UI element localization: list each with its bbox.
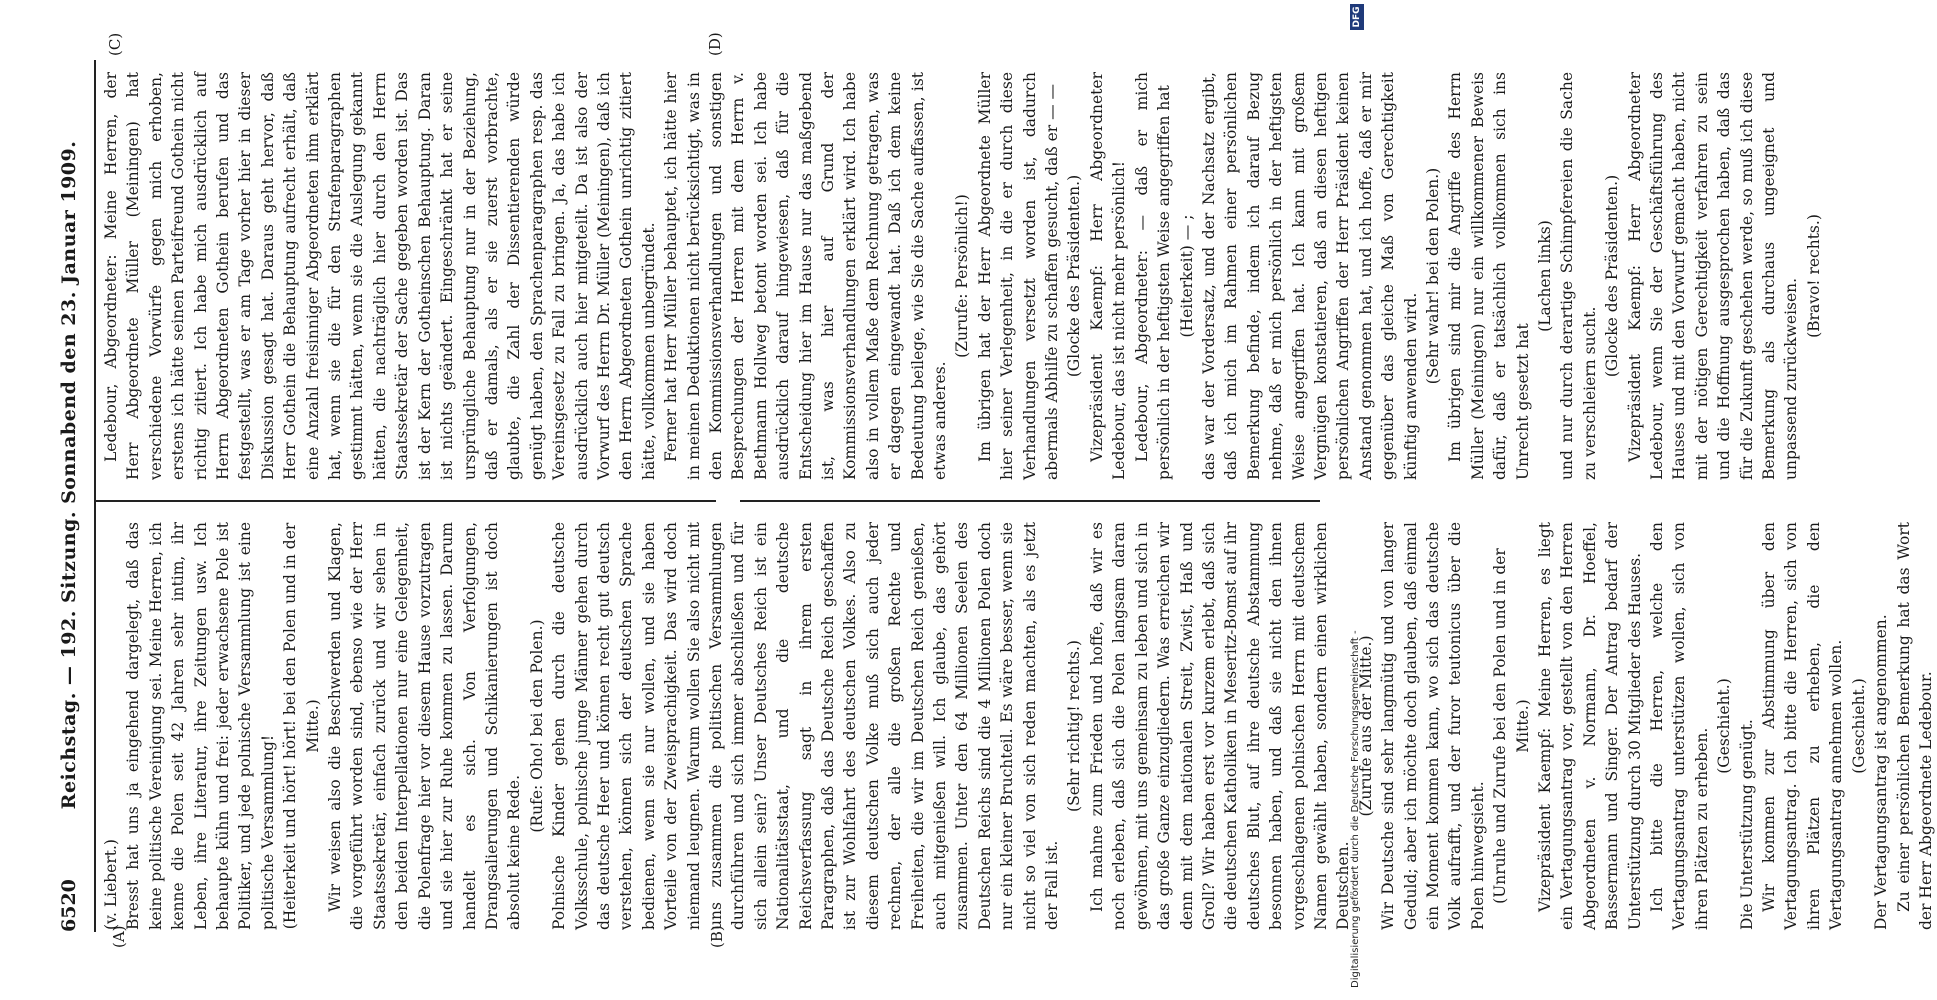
interjection: (Glocke des Präsidenten.) xyxy=(1603,174,1622,378)
paragraph: Vizepräsident Kaempf: Meine Herren, es liegt ein Vertagungsantrag vor, gestellt von den Herren Abgeordneten v. Normann, Dr. Hoeffel, Bassermann und Singer. Der Antrag bedarf der Unterstützung durch 30 Mitglieder des Hauses. xyxy=(1536,522,1644,930)
paragraph: Ich mahne zum Frieden und hoffe, daß wir es noch erleben, daß sich die Polen langsam daran gewöhnen, mit uns gemeinsam zu leben und sich in das große Ganze einzugliedern. Was erreichen wir denn mit dem nationalen Streit, Zwist, Haß und Groll? Wir haben erst vor kurzem erlebt, daß sich die deutschen Katholiken in Meseritz-Bomst auf ihr deutsches Blut, auf ihre deutsche Abstammung besonnen haben, und daß sie nicht den ihnen vorgeschlagenen polnischen Herrn mit deutschem Namen gewählt haben, sondern einen wirklichen Deutschen. xyxy=(1087,522,1353,930)
margin-mark-a: (A) xyxy=(110,925,128,948)
interjection: (Zurufe: Persönlich!) xyxy=(953,194,972,358)
interjection: (Heiterkeit und hört! hört! bei den Polen und in der Mitte.) xyxy=(281,522,322,930)
interjection: (Bravo! rechts.) xyxy=(1804,214,1823,338)
paragraph: Wir kommen zur Abstimmung über den Vertagungsantrag. Ich bitte die Herren, sich von ihren Plätzen zu erheben, die den Vertagungsantrag annehmen wollen. xyxy=(1760,522,1846,930)
paragraph: Die Unterstützung genügt. xyxy=(1737,719,1756,930)
interjection: (Geschieht.) xyxy=(1849,678,1868,774)
column-divider-lower xyxy=(740,501,1320,503)
column-divider xyxy=(96,501,716,503)
right-text-column xyxy=(100,72,1823,480)
page-header-title: Reichstag. — 192. Sitzung. Sonnabend den 23. Januar 1909. xyxy=(58,140,80,810)
paragraph: Der Vertagungsantrag ist angenommen. xyxy=(1872,614,1891,930)
margin-mark-d: (D) xyxy=(706,32,724,56)
interjection: (Geschieht.) xyxy=(1715,678,1734,774)
page-number: 6520 xyxy=(58,879,80,932)
paragraph: Wir Deutsche sind sehr langmütig und von langer Geduld; aber ich möchte doch glauben, daß einmal ein Moment kommen kann, wo sich das deutsche Volk aufrafft, und der furor teutonicus über die Polen hinwegsieht. xyxy=(1379,522,1487,930)
paragraph: Im übrigen hat der Herr Abgeordnete Müller hier seiner Verlegenheit, in die er durch diese Verhandlungen versetzt worden ist, dadurch abermals Abhilfe zu schaffen gesucht, daß er — — xyxy=(975,72,1062,480)
interjection: (Lachen links) xyxy=(1536,220,1554,332)
interjection: (Rufe: Oho! bei den Polen.) xyxy=(527,619,546,833)
interjection: (Heiterkeit) — ; xyxy=(1177,214,1196,338)
paragraph: Vizepräsident Kaempf: Herr Abgeordneter Ledebour, wenn Sie der Geschäftsführung des Hauses und mit den Vorwurf gemacht haben, nicht mit der nötigen Gerechtigkeit verfahren zu sein und die Hoffnung ausgesprochen haben, daß das für die Zukunft geschehen werde, so muß ich diese Bemerkung als durchaus ungeeignet und unpassend zurückweisen. xyxy=(1625,72,1801,480)
dfg-logo: DFG xyxy=(1350,4,1364,30)
interjection: (Glocke des Präsidenten.) xyxy=(1065,174,1084,378)
paragraph: Ferner hat Herr Müller behauptet, ich hätte hier in meinen Deduktionen nicht berücksichtigt, was in den Kommissionsverhandlungen und sonstigen Besprechungen der Herren mit dem Herrn v. Bethmann Hollweg betont worden sei. Ich habe ausdrücklich darauf hingewiesen, daß für die Entscheidung hier im Hause nur das maßgebend ist, was hier auf Grund der Kommissionsverhandlungen erklärt wird. Ich habe also in vollem Maße dem Rechnung getragen, was er dagegen eingewandt hat. Daß ich dem keine Bedeutung beilege, wie Sie die Sache auffassen, ist etwas anderes. xyxy=(662,72,950,480)
paragraph: (v. Liebert.) xyxy=(102,839,120,930)
digitization-credit: Digitalisierung gefördert durch die Deutsche Forschungsgemeinschaft - xyxy=(1350,630,1361,988)
header-rule xyxy=(94,60,96,932)
paragraph: Bresst hat uns ja eingehend dargelegt, daß das keine politische Vereinigung sei. Meine Herren, ich kenne die Polen seit 42 Jahren sehr intim, ihr Leben, ihre Literatur, ihre Zeitungen usw. Ich behaupte kühn und frei: jeder erwachsene Pole ist Politiker, und jede polnische Versammlung ist eine politische Versammlung! xyxy=(124,522,277,930)
paragraph: Polnische Kinder gehen durch die deutsche Volksschule, polnische junge Männer gehen durch das deutsche Heer und können recht gut deutsch verstehen, können sich der deutschen Sprache bedienen, wenn sie nur wollen, und sie haben Vorteile von der Zweisprachigkeit. Das wird doch niemand leugnen. Warum wollen Sie also nicht mit uns zusammen die politischen Versammlungen durchführen und sich immer abschließen und für sich allein sein? Unser Deutsches Reich ist ein Nationalitätsstaat, und die deutsche Reichsverfassung sagt in ihrem ersten Paragraphen, daß das Deutsche Reich geschaffen ist zur Wohlfahrt des deutschen Volkes. Also zu diesem deutschen Volke muß sich auch jeder rechnen, der alle die großen Rechte und Freiheiten, die wir im Deutschen Reich genießen, auch mitgenießen will. Ich glaube, das gehört zusammen. Unter den 64 Millionen Seelen des Deutschen Reichs sind die 4 Millionen Polen doch nur ein kleiner Bruchteil. Es wäre besser, wenn sie nicht so viel von sich reden machten, als es jetzt der Fall ist. xyxy=(550,522,1062,930)
interjection: (Zurufe aus der Mitte.) xyxy=(1356,635,1375,817)
paragraph: Ledebour, Abgeordneter: Meine Herren, der Herr Abgeordnete Müller (Meiningen) hat verschiedene Vorwürfe gegen mich erhoben, erstens ich hätte seinen Parteifreund Gothein nicht richtig zitiert. Ich habe mich ausdrücklich auf Herrn Abgeordneten Gothein berufen und das festgestellt, was er am Tage vorher hier in dieser Diskussion gesagt hat. Daraus geht hervor, daß Herr Gothein die Behauptung aufrecht erhält, daß eine Anzahl freisinniger Abgeordneten ihm erklärt hat, wenn sie die für den Strafenparagraphen gestimmt hätten, wenn sie die Auslegung gekannt hätten, die nachträglich hier durch den Herrn Staatssekretär der Sache gegeben worden ist. Das ist der Kern der Gotheinschen Behauptung. Daran ist nichts geändert. Eingeschränkt hat er seine ursprüngliche Behauptung nur in der Beziehung, daß er damals, als er sie zuerst vorbrachte, glaubte, die Zahl der Dissentierenden würde genügt haben, den Sprachenparagraphen resp. das Vereinsgesetz zu Fall zu bringen. Ja, das habe ich ausdrücklich auch hier mitgeteilt. Da ist also der Vorwurf des Herrn Dr. Müller (Meiningen), daß ich den Herrn Abgeordneten Gothein unrichtig zitiert hätte, vollkommen unbegründet. xyxy=(102,72,658,480)
interjection: (Unruhe und Zurufe bei den Polen und in der Mitte.) xyxy=(1491,548,1532,904)
interjection: (Sehr richtig! rechts.) xyxy=(1065,640,1084,812)
margin-mark-b: (B) xyxy=(708,925,726,948)
paragraph: Vizepräsident Kaempf: Herr Abgeordneter Ledebour, das ist nicht mehr persönlich! xyxy=(1087,72,1129,480)
margin-mark-c: (C) xyxy=(106,32,124,56)
paragraph: Zu einer persönlichen Bemerkung hat das Wort der Herr Abgeordnete Ledebour. xyxy=(1894,522,1935,930)
paragraph: Im übrigen sind mir die Angriffe des Herrn Müller (Meiningen) nur ein willkommener Beweis dafür, daß er tatsächlich vollkommen sich ins Unrecht gesetzt hat xyxy=(1446,72,1532,480)
paragraph: Ledebour, Abgeordneter: — daß er mich persönlich in der heftigsten Weise angegriffen hat xyxy=(1132,72,1174,480)
paragraph: Wir weisen also die Beschwerden und Klagen, die vorgeführt worden sind, ebenso wie der Herr Staatssekretär, einfach zurück und wir sehen in den beiden Interpellationen nur eine Gelegenheit, die Polenfrage hier vor diesem Hause vorzutragen und sie hier zur Ruhe kommen zu lassen. Darum handelt es sich. Von Verfolgungen, Drangsalierungen und Schikanierungen ist doch absolut keine Rede. xyxy=(326,522,524,930)
paragraph: das war der Vordersatz, und der Nachsatz ergibt, daß ich mich im Rahmen einer persönlichen Bemerkung befinde, indem ich darauf Bezug nehme, daß er mich persönlich in der heftigsten Weise angegriffen hat. Ich kann mit großem Vergnügen konstatieren, daß an diesen heftigen persönlichen Angriffen der Herr Präsident keinen Anstand genommen hat, und ich hoffe, daß er mir gegenüber das gleiche Maß von Gerechtigkeit künftig anwenden wird. xyxy=(1199,72,1420,480)
paragraph: und nur durch derartige Schimpfereien die Sache zu verschleiern sucht. xyxy=(1558,72,1599,480)
paragraph: Ich bitte die Herren, welche den Vertagungsantrag unterstützen wollen, sich von ihren Plätzen zu erheben. xyxy=(1648,522,1711,930)
interjection: (Sehr wahr! bei den Polen.) xyxy=(1423,167,1442,385)
